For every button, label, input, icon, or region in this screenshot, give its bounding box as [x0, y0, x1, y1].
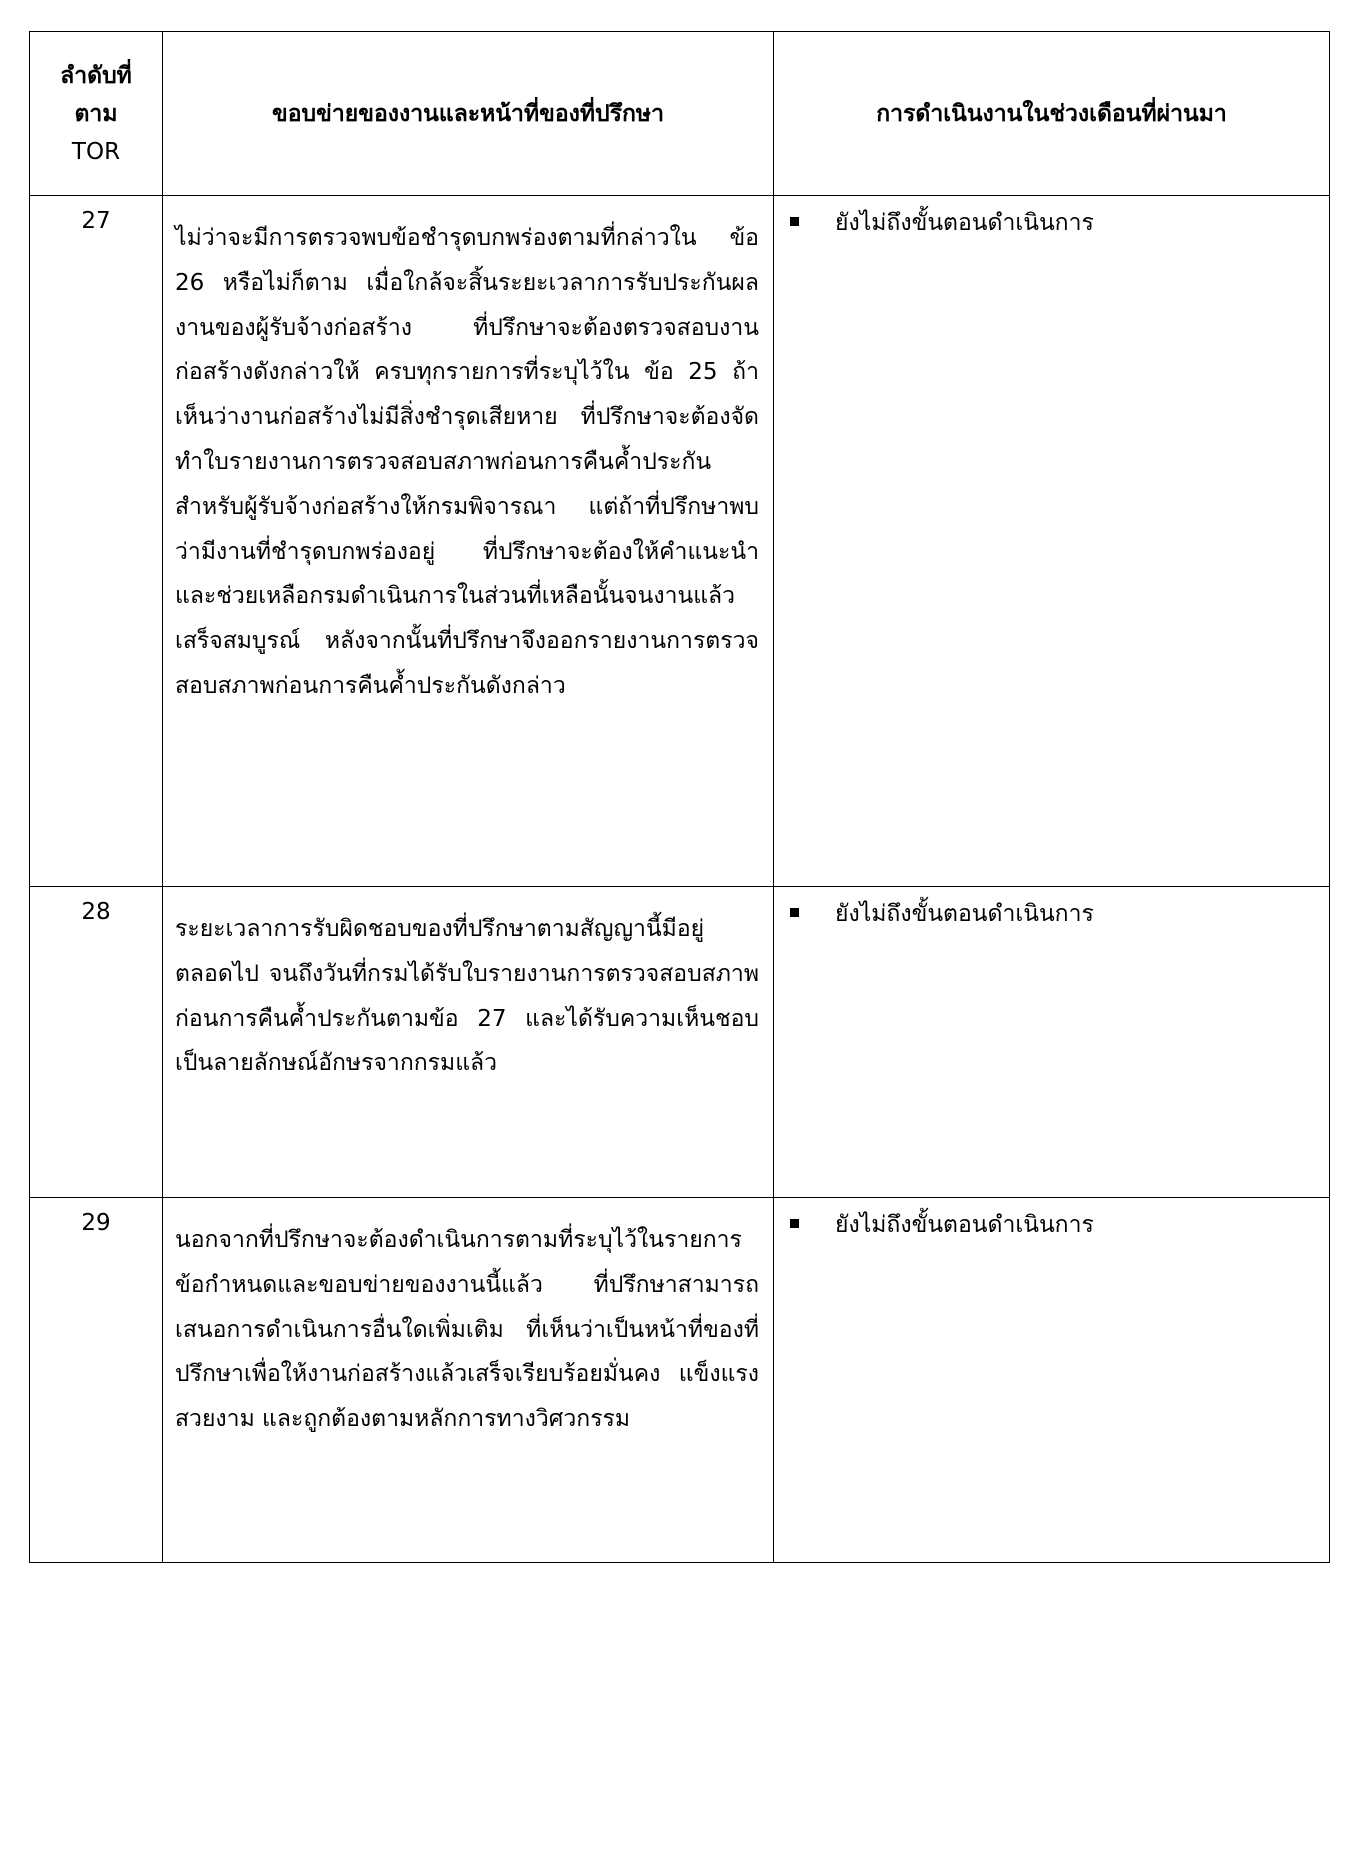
progress-cell	[774, 196, 1330, 887]
table-row	[30, 887, 1330, 1198]
square-bullet-icon	[790, 217, 799, 226]
square-bullet-icon	[790, 1219, 799, 1228]
progress-text: ยังไม่ถึงขั้นตอนดำเนินการ	[835, 1212, 1094, 1238]
header-scope: ขอบข่ายของงานและหน้าที่ของที่ปรึกษา	[163, 32, 774, 196]
table-row	[30, 1198, 1330, 1563]
progress-text: ยังไม่ถึงขั้นตอนดำเนินการ	[835, 210, 1094, 236]
row-number: 29	[30, 1198, 163, 1563]
progress-item	[790, 897, 1315, 931]
header-no-cell	[30, 32, 163, 196]
header-no-line: ตาม	[74, 100, 118, 127]
scope-text: ไม่ว่าจะมีการตรวจพบข้อชำรุดบกพร่องตามที่กล่าวใน ข้อ 26 หรือไม่ก็ตาม เมื่อใกล้จะสิ้นระยะเวลาการรับประกันผลงานของผู้รับจ้างก่อสร้าง ที่ปรึกษาจะต้องตรวจสอบงานก่อสร้างดังกล่าวให้ ครบทุกรายการที่ระบุไว้ใน ข้อ 25 ถ้าเห็นว่างานก่อสร้างไม่มีสิ่งชำรุดเสียหาย ที่ปรึกษาจะต้องจัดทำใบรายงานการตรวจสอบสภาพก่อนการคืนค้ำประกันสำหรับผู้รับจ้างก่อสร้างให้กรมพิจารณา แต่ถ้าที่ปรึกษาพบว่ามีงานที่ชำรุดบกพร่องอยู่ ที่ปรึกษาจะต้องให้คำแนะนำและช่วยเหลือกรมดำเนินการในส่วนที่เหลือนั้นจนงานแล้วเสร็จสมบูรณ์ หลังจากนั้นที่ปรึกษาจึงออกรายงานการตรวจสอบสภาพก่อนการคืนค้ำประกันดังกล่าว	[163, 196, 774, 887]
progress-item	[790, 1208, 1315, 1242]
scope-text: นอกจากที่ปรึกษาจะต้องดำเนินการตามที่ระบุไว้ในรายการข้อกำหนดและขอบข่ายของงานนี้แล้ว ที่ปรึกษาสามารถเสนอการดำเนินการอื่นใดเพิ่มเติม ที่เห็นว่าเป็นหน้าที่ของที่ปรึกษาเพื่อให้งานก่อสร้างแล้วเสร็จเรียบร้อยมั่นคง แข็งแรง สวยงาม และถูกต้องตามหลักการทางวิศวกรรม	[163, 1198, 774, 1563]
tor-scope-table	[29, 31, 1330, 1563]
progress-item	[790, 206, 1315, 240]
table-row	[30, 196, 1330, 887]
progress-cell	[774, 887, 1330, 1198]
header-progress: การดำเนินงานในช่วงเดือนที่ผ่านมา	[774, 32, 1330, 196]
table-header-row	[30, 32, 1330, 196]
scope-text: ระยะเวลาการรับผิดชอบของที่ปรึกษาตามสัญญานี้มีอยู่ตลอดไป จนถึงวันที่กรมได้รับใบรายงานการตรวจสอบสภาพก่อนการคืนค้ำประกันตามข้อ 27 และได้รับความเห็นชอบเป็นลายลักษณ์อักษรจากกรมแล้ว	[163, 887, 774, 1198]
progress-cell	[774, 1198, 1330, 1563]
progress-text: ยังไม่ถึงขั้นตอนดำเนินการ	[835, 901, 1094, 927]
header-no-line: ลำดับที่	[60, 62, 132, 89]
square-bullet-icon	[790, 908, 799, 917]
row-number: 27	[30, 196, 163, 887]
header-no-line: TOR	[71, 138, 121, 165]
row-number: 28	[30, 887, 163, 1198]
